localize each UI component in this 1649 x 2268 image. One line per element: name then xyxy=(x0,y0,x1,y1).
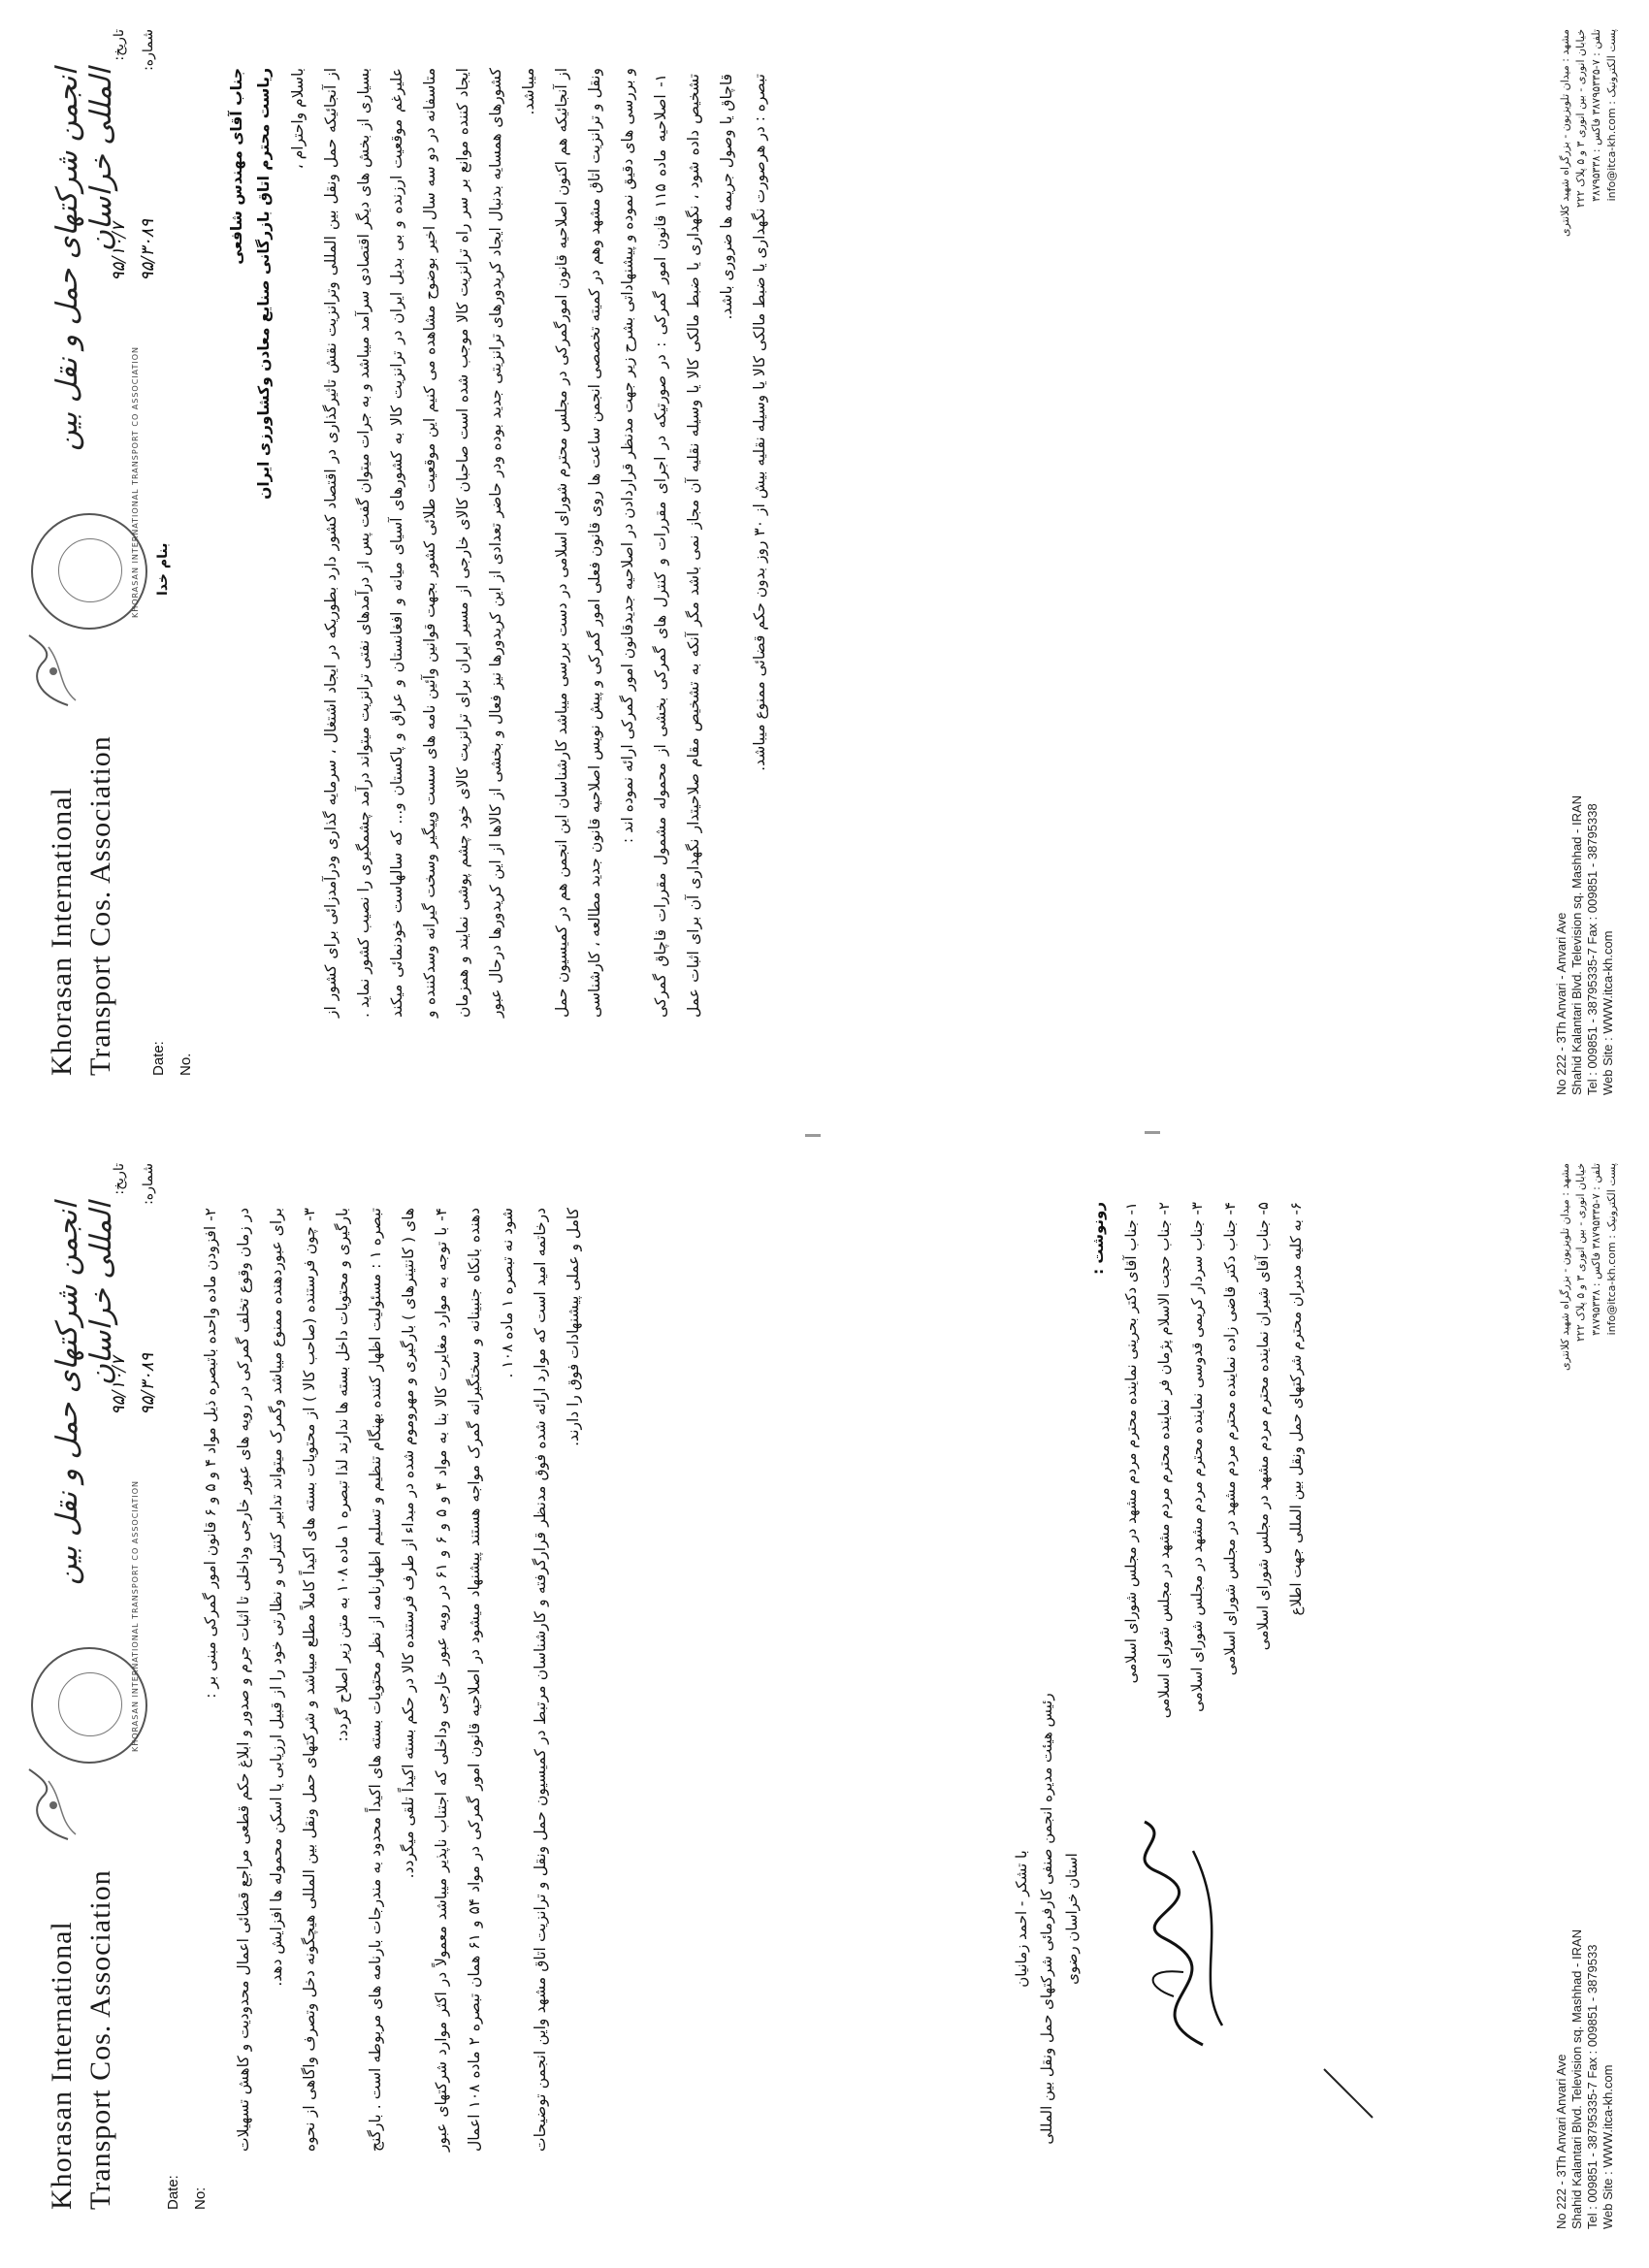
date-value: ۹۵/۱۰/۷ xyxy=(109,222,129,281)
addressee-line-1: جناب آقای مهندس شافعی xyxy=(228,68,245,265)
association-seal-icon xyxy=(31,1479,147,1764)
footer-line: پست الکترونیک : info@itca-kh.com xyxy=(1605,29,1618,202)
cc-item: ۳- جناب سردار کریمی قدوسی نماینده محترم مردم مشهد در مجلس شورای اسلامی xyxy=(1188,1202,1206,1712)
cc-item: ۱- جناب آقای دکتر بحرینی نماینده محترم مردم مشهد در مجلس شورای اسلامی xyxy=(1122,1202,1140,1684)
footer-line: Tel : 009851 - 38795335-7 Fax : 009851 - 38795338 xyxy=(1585,803,1600,1095)
no-value: ۹۵/۳۰۸۹ xyxy=(138,218,158,281)
seal-text: KHORASAN INTERNATIONAL TRANSPORT CO ASSOCIATION xyxy=(131,345,140,618)
footer-line: خیابان انوری - بین انوری ۳ و ۵ پلاک ۲۲۲ xyxy=(1574,1163,1587,1342)
org-name-fa: انجمن شرکتهای حمل و نقل بین المللی خراسان xyxy=(50,1202,118,1585)
no-label-en: No: xyxy=(192,2187,209,2210)
meta-fa xyxy=(105,1163,163,1415)
footer-line: مشهد : میدان تلویزیون - بزرگراه شهید کلانتری xyxy=(1559,29,1571,237)
footer-line: No 222 - 3Th Anvari - Anvari Ave xyxy=(1554,912,1568,1095)
footer-line: پست الکترونیک : info@itca-kh.com xyxy=(1605,1163,1618,1336)
pen-mark-icon xyxy=(1319,2064,1377,2122)
list-item: ۲- افزودن ماده واحده باتبصره ذیل مواد ۴ و ۵ و ۶ قانون امور گمرکی مبنی بر : xyxy=(202,1208,219,1699)
no-label-fa: شماره: xyxy=(141,1163,156,1205)
footer-address-fa xyxy=(1558,1163,1620,1580)
sign-line: رئیس هیئت مدیره انجمن صنفی کارفرمائی شرکتهای حمل ونقل بین المللی xyxy=(1038,1693,1055,2145)
meta-en xyxy=(146,1041,200,1076)
org-name-en-line2: Transport Cos. Association xyxy=(84,1869,116,2210)
footer-line: تلفن : ۷-۳۸۷۹۵۳۳۵ فاکس : ۳۸۷۹۵۳۳۸ xyxy=(1590,29,1602,202)
scan-mark xyxy=(1145,1131,1160,1134)
footer-address-fa xyxy=(1558,29,1620,446)
footer-address-en xyxy=(1554,1929,1616,2229)
date-label-fa: تاریخ: xyxy=(112,1163,127,1195)
no-label-en: No. xyxy=(178,1053,194,1076)
footer-line: Shahid Kalantari Blvd. Television sq. Mashhad - IRAN xyxy=(1569,794,1584,1095)
list-item: تبصره ۱ : مسئولیت اظهار کننده بهنگام تنظیم و تسلیم اظهارنامه از نظر محتویات بسته های اکیداً محدود به مندرجات بارنامه های مربوطه است . بارگنج های ( کانتینرهای ) بارگیری و مهروموم شده در مبداء از طرف فرستنده کالا در حکم بسته اکیداً تلقی میگردد. xyxy=(367,1207,417,2152)
no-label-fa: شماره: xyxy=(141,29,156,71)
cc-list xyxy=(1082,1202,1312,1939)
paragraph: از آنجائیکه حمل ونقل بین المللی وترانزیت نقش تاثیرگذاری در اقتصاد کشور دارد بطوریکه در ایجاد اشتغال ، سرمایه گذاری ودرآمدزائی برای کشور از بسیاری از بخش های دیگر اقتصادی سرآمد میباشد و به جرات میتوان گفت پس از درآمدهای نفتی ترانزیت میتواند درآمد چشمگیری را نصیب کشور نماید . علیرغم موقعیت ارزنده و بی بدیل ایران در ترانزیت کالا به کشورهای آسیای میانه و افغانستان و عراق و پاکستان و... که سالهاست خودنمائی میکند متاسفانه در دو سه سال اخیر بوضوح مشاهده می کنیم این موقعیت طلائی کشور بجهت قوانین وآئین نامه های سست وپیگیر وسخت گیرانه وسدکننده و ایجاد کننده موانع بر سر راه ترانزیت کالا موجب شده است صاحبان کالای خارجی از مسیر ایران برای ترانزیت کالای خود چشم پوشی نمایند و همزمان کشورهای همسایه بدنبال ایجاد کریدورهای ترانزیتی جدید بوده ودر حاضر تعدادی از این کریدورها نیز فعال و بخشی از کالاها از این کریدورها درحال عبور میباشد. xyxy=(322,68,537,1018)
footer-line: No 222 - 3Th Anvari Anvari Ave xyxy=(1554,2054,1568,2229)
footer-line: Web Site : WWW.itca-kh.com xyxy=(1600,930,1615,1095)
emblem-ornament-icon xyxy=(19,628,87,715)
date-label-fa: تاریخ: xyxy=(112,29,127,61)
footer-line: Web Site : WWW.itca-kh.com xyxy=(1600,2064,1615,2229)
org-name-en-line1: Khorasan International xyxy=(46,1921,78,2210)
cc-item: ۲- جناب حجت الاسلام پژمان فر نماینده محترم مردم مشهد در مجلس شورای اسلامی xyxy=(1155,1202,1173,1719)
footer-address-en xyxy=(1554,795,1616,1095)
addressee-line-2: ریاست محترم اتاق بازرگانی صنایع معادن وکشاورزی ایران xyxy=(255,68,273,500)
greeting: باسلام واحترام ، xyxy=(289,68,307,170)
association-seal-icon xyxy=(31,345,147,630)
org-name-en-line2: Transport Cos. Association xyxy=(84,735,116,1076)
sign-line: استان خراسان رضوی xyxy=(1063,1853,1081,1985)
letter-body xyxy=(194,1202,590,2152)
list-item: درخاتمه امید است که موارد ارائه شده فوق مدنظر قرارگرفته و کارشناسان مرتبط در کمیسیون حمل ونقل و ترانزیت اتاق مشهد واین انجمن توضیحات کامل و عملی پیشنهادات فوق را دارند. xyxy=(532,1208,582,2152)
sign-line: با تشکر - احمد زمانیان xyxy=(1013,1850,1030,1988)
list-item: تبصره : در هرصورت نگهداری یا ضبط مالکی کالا یا وسیله نقلیه بیش از ۳۰ روز بدون حکم قضائی ممنوع میباشد. xyxy=(751,74,768,771)
bismillah: بنام خدا xyxy=(155,542,171,596)
meta-en xyxy=(160,2175,214,2210)
org-name-en xyxy=(43,1802,120,2210)
org-name-en-line1: Khorasan International xyxy=(46,787,78,1076)
emblem-ornament-icon xyxy=(19,1762,87,1849)
org-name-en xyxy=(43,668,120,1076)
letter-body xyxy=(223,68,776,1018)
letter-page-2 xyxy=(0,1134,1649,2268)
date-label-en: Date: xyxy=(165,2175,181,2210)
cc-title: رونوشت : xyxy=(1089,1202,1107,1275)
footer-line: Tel : 009851 - 38795335-7 Fax : 009851 - 3879533 xyxy=(1585,1944,1600,2229)
cc-item: ۴- جناب دکتر قاضی زاده نماینده محترم مردم مشهد در مجلس شورای اسلامی xyxy=(1221,1202,1239,1676)
list-item: ۴- با توجه به موارد مغایرت کالا بنا به مواد ۴ و ۵ و ۶ و ۶۱ در رویه عبور خارجی وداخلی که اجتناب ناپذیر میباشد معمولاً در اکثر موارد شرکتهای عبور دهنده بانکاه جنبینانه و سختگیرانه گمرک مواجه هستند پیشنهاد میشود در اصلاحیه قانون امور گمرکی در مواد ۵۴ و ۶۱ همان تبصره ۲ ماده ۱۰۸ اعمال شود نه تبصره ۱ ماده ۱۰۸ . xyxy=(433,1207,516,2152)
no-value: ۹۵/۳۰۸۹ xyxy=(138,1352,158,1415)
footer-line: Shahid Kalantari Blvd. Television sq. Mashhad - IRAN xyxy=(1569,1928,1584,2229)
footer-line: خیابان انوری - بین انوری ۳ و ۵ پلاک ۲۲۲ xyxy=(1574,29,1587,208)
cc-item: ۵- جناب آقای شیران نماینده محترم مردم مشهد در مجلس شورای اسلامی xyxy=(1254,1202,1272,1651)
meta-fa xyxy=(105,29,163,281)
date-value: ۹۵/۱۰/۷ xyxy=(109,1356,129,1415)
cc-item: ۶- به کلیه مدیران محترم شرکتهای حمل ونقل بین المللی جهت اطلاع xyxy=(1287,1202,1305,1616)
footer-line: تلفن : ۷-۳۸۷۹۵۳۳۵ فاکس : ۳۸۷۹۵۳۳۸ xyxy=(1590,1163,1602,1336)
seal-text: KHORASAN INTERNATIONAL TRANSPORT CO ASSOCIATION xyxy=(131,1479,140,1752)
scan-mark xyxy=(805,1134,821,1137)
date-label-en: Date: xyxy=(150,1041,167,1076)
footer-line: مشهد : میدان تلویزیون - بزرگراه شهید کلانتری xyxy=(1559,1163,1571,1371)
paragraph: از آنجائیکه هم اکنون اصلاحیه قانون امورگمرکی در مجلس محترم شورای اسلامی در دست بررسی میباشد کارشناسان این انجمن هم در کمیسیون حمل ونقل و ترانزیت اتاق مشهد وهم در کمیته تخصصی انجمن ساعت ها روی قانون فعلی امور گمرکی و پیش نویس اصلاحیه قانون جدید مطالعه ، کارشناسی و بررسی های دقیق نموده و پیشنهاداتی بشرح زیر جهت مدنظر قراردادن در اصلاحیه جدیدقانون امور گمرکی ارائه نموده اند : xyxy=(553,68,636,1018)
org-name-fa: انجمن شرکتهای حمل و نقل بین المللی خراسان xyxy=(50,68,118,451)
signature-block xyxy=(1009,1686,1084,2152)
list-item: در زمان وقوع تخلف گمرکی در رویه های عبور خارجی وداخلی تا اثبات جرم و صدور و ابلاغ حکم قطعی مراجع قضائی اعمال محدودیت و کاهش تسهیلات برای عبوردهنده ممنوع میباشد وگمرک میتواند تدابیر کنترلی و نظارتی خود را از قبیل ارزیابی یا اسکن محموله ها افزایش دهد. xyxy=(235,1208,285,2152)
list-item: ۳- چون فرستنده (صاحب کالا ) از محتویات بسته های اکیداً کاملاً مطلع میباشد و شرکتهای حمل ونقل بین المللی هیچگونه دخل وتصرف واگاهی از نحوه بارگیری و محتویات داخل بسته ها ندارند لذا تبصره ۱ ماده ۱۰۸ به متن زیر اصلاح گردد: xyxy=(301,1208,351,2152)
list-item: ۱- اصلاحیه ماده ۱۱۵ قانون امور گمرکی : در صورتیکه در اجرای مقررات و کنترل های گمرکی بخشی از محموله مشمول مقررات قاچاق گمرکی تشخیص داده شود ، نگهداری یا ضبط مالکی کالا یا وسیله نقلیه آن مجاز نمی باشد مگر آنکه به تشخیص مقام صلاحیتدار نگهداری آن برای اثبات عمل قاچاق یا وصول جریمه ها ضروری باشد. xyxy=(652,74,735,1018)
